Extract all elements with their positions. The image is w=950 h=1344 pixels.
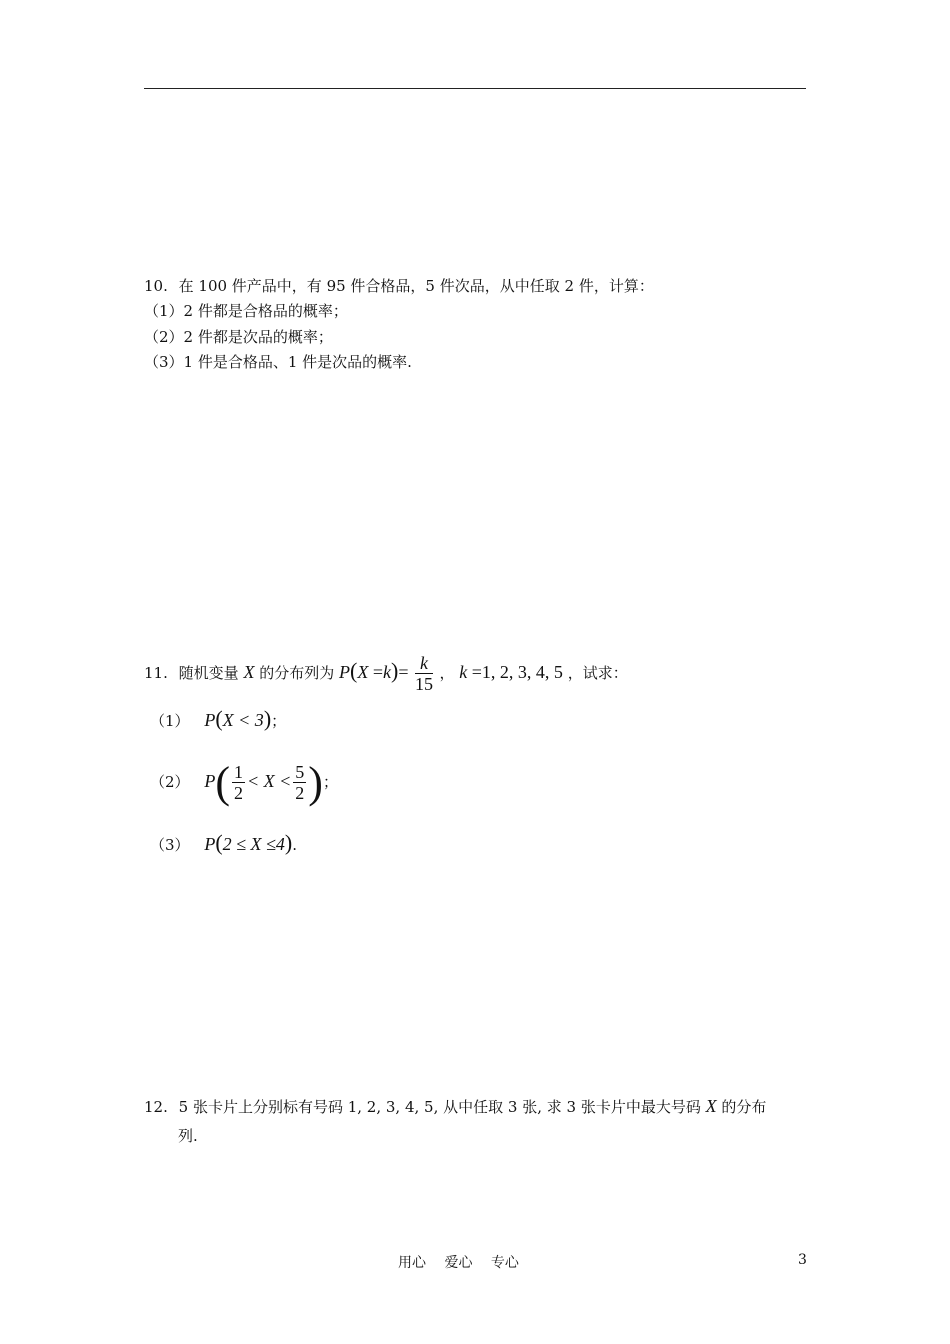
question-11-part-3: （3） P(2 ≤ X ≤4). (150, 830, 298, 855)
question-text-tail: 的分布 (721, 1098, 767, 1116)
question-text-middle: 的分布列为 (259, 664, 335, 682)
question-11-part-1: （1） P(X < 3)； (150, 706, 287, 731)
page-number: 3 (798, 1252, 807, 1268)
k-values: k =1, 2, 3, 4, 5 (459, 662, 563, 682)
question-text: 5 张卡片上分别标有号码 1, 2, 3, 4, 5, 从中任取 3 张, 求 3 张卡片中最大号码 (178, 1098, 701, 1116)
question-text: 在 100 件产品中，有 95 件合格品，5 件次品，从中任取 2 件，计算： (178, 277, 654, 295)
question-10-part-1: （1）2 件都是合格品的概率； (144, 302, 348, 320)
question-12-continuation: 列. (178, 1127, 198, 1145)
variable-x: X (243, 662, 255, 682)
question-11-stem (144, 650, 628, 694)
footer-motto: 用心 爱心 专心 (398, 1255, 519, 1271)
question-10-part-2: （2）2 件都是次品的概率； (144, 328, 333, 346)
question-10-part-3: （3）1 件是合格品、1 件是次品的概率. (144, 353, 412, 371)
question-12-stem (144, 1096, 766, 1117)
question-number: 10. (144, 277, 168, 295)
question-number: 12. (144, 1098, 168, 1116)
fraction-k-15: $\frac{k}{15}$ (414, 653, 433, 695)
question-text-end: ，试求： (567, 664, 628, 682)
header-rule (144, 88, 806, 89)
question-10-stem (144, 276, 654, 296)
fraction-5-2: $\frac{5}{2}$ (295, 762, 305, 804)
question-text-prefix: 随机变量 (178, 664, 239, 682)
distribution-formula: P(X =k)= $\frac{k}{15}$ (339, 653, 433, 695)
question-11-part-2: （2） P( $\frac{1}{2}$ < X < $\frac{5}{2}$ )； (150, 757, 338, 807)
question-number: 11. (144, 664, 168, 682)
fraction-1-2: $\frac{1}{2}$ (233, 762, 243, 804)
variable-x: X (705, 1096, 717, 1116)
separator: ， (439, 664, 455, 682)
